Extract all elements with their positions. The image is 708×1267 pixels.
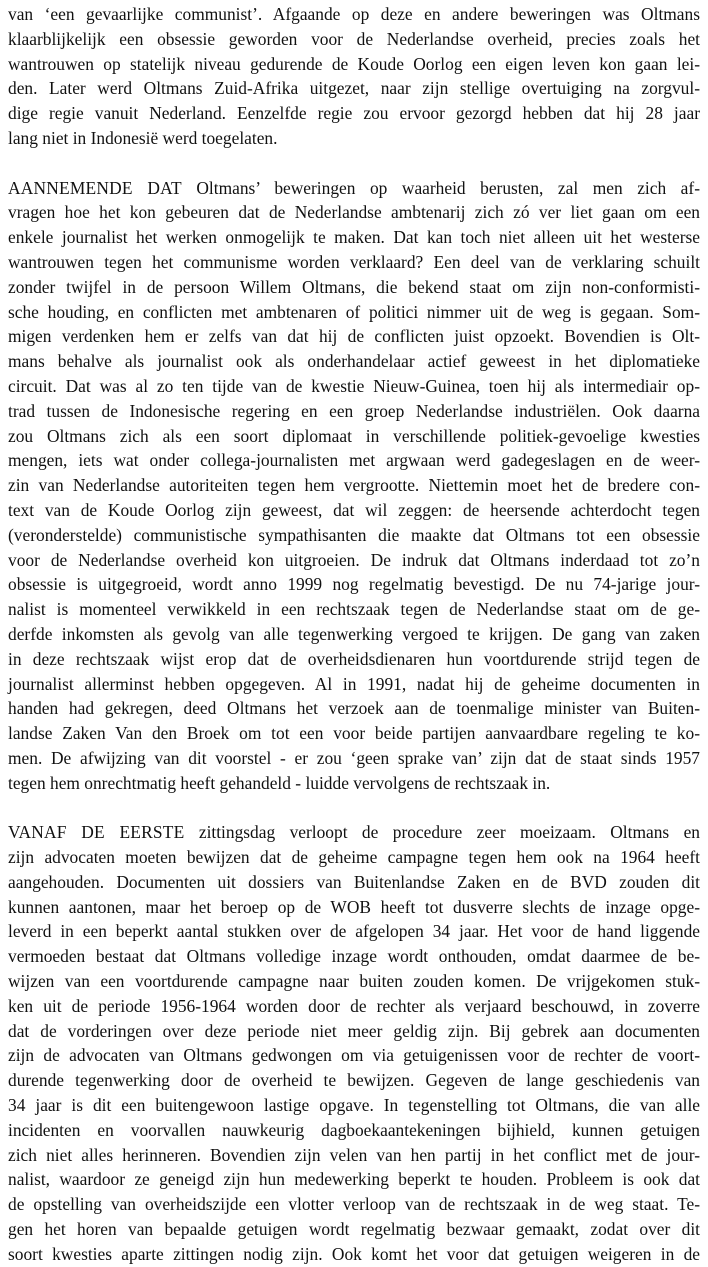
text-line: durende tegenwerking door de overheid te bewijzen. Gegeven de lange geschiedenis van (8, 1070, 700, 1091)
text-line: vragen hoe het kon gebeuren dat de Nederlandse ambtenarij zich zó ver liet gaan om een (8, 202, 700, 223)
text-line: voor de Nederlandse overheid kon uitgroeien. De indruk dat Oltmans inderdaad tot zo’n (8, 549, 700, 570)
text-line: leverd in een beperkt aantal stukken over de afgelopen 34 jaar. Het voor de hand liggende (8, 921, 700, 942)
text-line: tegen hem onrechtmatig heeft gehandeld - luidde vervolgens de rechtszaak in. (8, 772, 551, 793)
text-line: soort kwesties aparte zittingen nodig zijn. Ook komt het voor dat getuigen weigeren in de (8, 1243, 700, 1264)
text-line (8, 176, 700, 201)
text-line: 34 jaar is dit een buitengewoon lastige opgave. In tegenstelling tot Oltmans, die van alle (8, 1095, 700, 1116)
text-line: vermoeden bestaat dat Oltmans volledige inzage wordt onthouden, omdat daarmee de be- (8, 946, 700, 967)
text-line: zou Oltmans zich als een soort diplomaat in verschillende politiek-gevoelige kwesties (8, 425, 700, 446)
text-line: derfde inkomsten als gevolg van alle tegenwerking vergoed te krijgen. De gang van zaken (8, 623, 700, 644)
text-line: nalist is momenteel verwikkeld in een rechtszaak tegen de Nederlandse staat om de ge- (8, 599, 700, 620)
paragraph-lead-in: AANNEMENDE DAT (8, 177, 182, 198)
text-fragment: zittingsdag verloopt de procedure zeer moeizaam. Oltmans en (184, 822, 700, 843)
text-line: men. De afwijzing van dit voorstel - er zou ‘geen sprake van’ zijn dat de staat sinds 1957 (8, 747, 700, 768)
text-line: journalist allerminst hebben opgegeven. Al in 1991, nadat hij de geheime documenten in (8, 673, 700, 694)
text-line: mans behalve als journalist ook als onderhandelaar actief geweest in het diplomatieke (8, 351, 700, 372)
paragraph-gap (8, 151, 700, 176)
text-line: enkele journalist het werken onmogelijk te maken. Dat kan toch niet alleen uit het westerse (8, 227, 700, 248)
paragraph-lead-in: VANAF DE EERSTE (8, 822, 185, 843)
text-line: zonder twijfel in de persoon Willem Oltmans, die bekend staat om zijn non-conformisti- (8, 276, 700, 297)
text-line: wijzen van een voortdurende campagne naar buiten zouden komen. De vrijgekomen stuk- (8, 971, 700, 992)
text-line: text van de Koude Oorlog zijn geweest, dat wil zeggen: de heersende achterdocht tegen (8, 499, 700, 520)
paragraph-gap (8, 796, 700, 821)
text-line: migen verdenken hem er zelfs van dat hij de conflicten juist opzoekt. Bovendien is Olt- (8, 326, 700, 347)
text-line: obsessie is uitgegroeid, wordt anno 1999 nog regelmatig bevestigd. De nu 74-jarige jour- (8, 574, 700, 595)
text-line: zin van Nederlandse autoriteiten tegen hem vergrootte. Niettemin moet het de bredere con- (8, 475, 700, 496)
text-line: van ‘een gevaarlijke communist’. Afgaande op deze en andere beweringen was Oltmans (8, 4, 700, 24)
text-line: (veronderstelde) communistische sympathisanten die maakte dat Oltmans tot een obsessie (8, 524, 700, 545)
text-line: zijn advocaten moeten bewijzen dat de geheime campagne tegen hem ook na 1964 heeft (8, 847, 700, 868)
text-line: gen het horen van bepaalde getuigen wordt regelmatig bezwaar gemaakt, zodat over dit (8, 1219, 700, 1240)
text-line: ken uit de periode 1956-1964 worden door de rechter als verjaard beschouwd, in zoverre (8, 995, 700, 1016)
text-line: kunnen aantonen, maar het beroep op de WOB heeft tot dusverre slechts de inzage opge- (8, 896, 700, 917)
text-line: lang niet in Indonesië werd toegelaten. (8, 127, 278, 148)
text-line: wantrouwen tegen het communisme worden verklaard? Een deel van de verklaring schuilt (8, 251, 700, 272)
text-fragment: Oltmans’ beweringen op waarheid berusten, zal men zich af- (181, 177, 700, 198)
text-line (8, 820, 700, 845)
text-line: trad tussen de Indonesische regering en een groep Nederlandse industriëlen. Ook daarna (8, 400, 700, 421)
text-line: in deze rechtszaak wijst erop dat de overheidsdienaren hun voortdurende strijd tegen de (8, 648, 700, 669)
text-line: landse Zaken Van den Broek om tot een voor beide partijen aanvaardbare regeling te ko- (8, 723, 700, 744)
text-line: dat de vorderingen over deze periode niet meer geldig zijn. Bij gebrek aan documenten (8, 1020, 700, 1041)
paragraph-1 (8, 2, 700, 151)
text-line: handen had gekregen, deed Oltmans het verzoek aan de toenmalige minister van Buiten- (8, 698, 700, 719)
text-line: wantrouwen op statelijk niveau gedurende de Koude Oorlog een eigen leven kon gaan lei- (8, 53, 700, 74)
text-line: mengen, iets wat onder collega-journalisten met argwaan werd gadegeslagen en de weer- (8, 450, 700, 471)
text-line: nalist, waardoor ze geneigd zijn hun medewerking beperkt te houden. Probleem is ook dat (8, 1169, 700, 1190)
text-line: klaarblijkelijk een obsessie geworden voor de Nederlandse overheid, precies zoals het (8, 28, 700, 49)
text-line: de opstelling van overheidszijde een vlotter verloop van de rechtszaak in de weg staat. Te- (8, 1194, 700, 1215)
text-line: incidenten en voorvallen nauwkeurig dagboekaantekeningen bijhield, kunnen getuigen (8, 1119, 700, 1140)
text-line: zich niet alles herinneren. Bovendien zijn velen van hen partij in het conflict met de jour- (8, 1144, 700, 1165)
text-line: aangehouden. Documenten uit dossiers van Buitenlandse Zaken en de BVD zouden dit (8, 871, 700, 892)
paragraph-2 (8, 176, 700, 796)
text-line: sche houding, en conflicten met ambtenaren of politici nimmer uit de weg is gegaan. Som- (8, 301, 700, 322)
text-line: zijn de advocaten van Oltmans gedwongen om via getuigenissen voor de rechter de voort- (8, 1045, 700, 1066)
paragraph-3 (8, 820, 700, 1266)
text-line: dige regie vanuit Nederland. Eenzelfde regie zou ervoor gezorgd hebben dat hij 28 jaar (8, 103, 700, 124)
text-line: den. Later werd Oltmans Zuid-Afrika uitgezet, naar zijn stellige overtuiging na zorgvul- (8, 78, 700, 99)
text-line: circuit. Dat was al zo ten tijde van de kwestie Nieuw-Guinea, toen hij als intermediair op- (8, 375, 700, 396)
